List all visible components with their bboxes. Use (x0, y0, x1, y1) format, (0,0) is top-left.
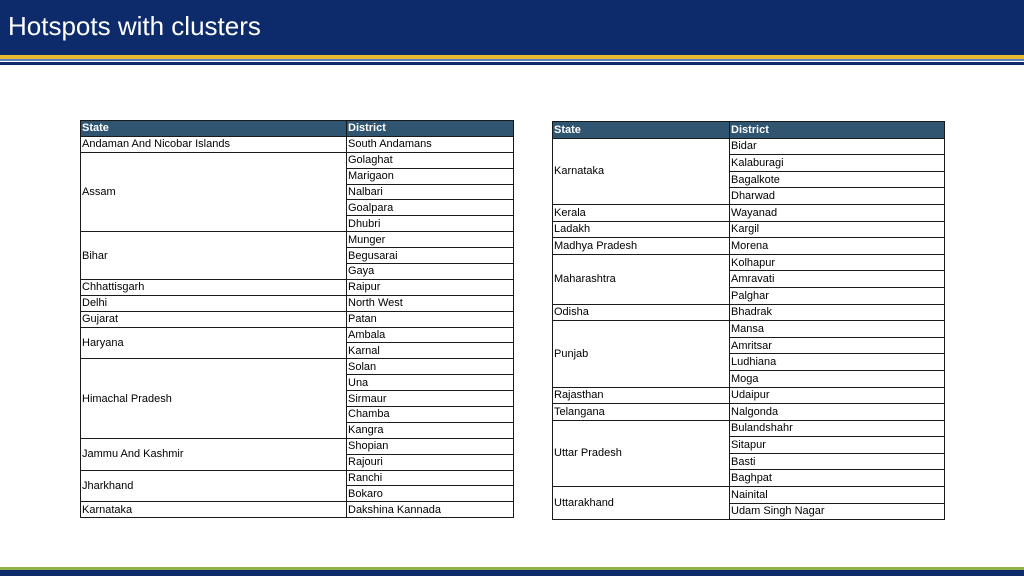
table-row (553, 321, 945, 338)
state-cell: Odisha (553, 304, 730, 321)
table-header-row (553, 122, 945, 139)
state-cell: Ladakh (553, 221, 730, 238)
district-cell: Kolhapur (730, 254, 945, 271)
district-cell: South Andamans (347, 136, 514, 152)
table-row (81, 311, 514, 327)
district-cell: Kargil (730, 221, 945, 238)
footer-stripe-blue (0, 570, 1024, 576)
hotspot-table-left (80, 120, 514, 518)
state-cell: Haryana (81, 327, 347, 359)
district-cell: North West (347, 295, 514, 311)
table-header-row (81, 121, 514, 137)
table-row (81, 295, 514, 311)
table-row (553, 138, 945, 155)
state-cell: Jammu And Kashmir (81, 438, 347, 470)
state-cell: Delhi (81, 295, 347, 311)
state-cell: Uttar Pradesh (553, 420, 730, 486)
header-stripe-navy (0, 62, 1024, 65)
district-cell: Bulandshahr (730, 420, 945, 437)
table-row (81, 136, 514, 152)
table-row (81, 152, 514, 168)
district-cell: Basti (730, 453, 945, 470)
state-cell: Bihar (81, 232, 347, 280)
district-cell: Moga (730, 370, 945, 387)
table-body (553, 138, 945, 520)
state-column-header: State (81, 121, 347, 137)
district-cell: Marigaon (347, 168, 514, 184)
table-body (81, 136, 514, 517)
state-column-header: State (553, 122, 730, 139)
title-bar (0, 0, 1024, 55)
district-cell: Udam Singh Nagar (730, 503, 945, 520)
hotspot-table-right (552, 121, 945, 520)
state-cell: Assam (81, 152, 347, 231)
district-cell: Raipur (347, 279, 514, 295)
district-cell: Chamba (347, 407, 514, 423)
table-row (81, 470, 514, 486)
table-row (553, 238, 945, 255)
district-cell: Amravati (730, 271, 945, 288)
table-row (553, 221, 945, 238)
district-cell: Kalaburagi (730, 155, 945, 172)
state-cell: Madhya Pradesh (553, 238, 730, 255)
district-column-header: District (730, 122, 945, 139)
district-cell: Palghar (730, 287, 945, 304)
district-cell: Bidar (730, 138, 945, 155)
district-cell: Begusarai (347, 248, 514, 264)
district-cell: Ambala (347, 327, 514, 343)
table-row (81, 359, 514, 375)
district-cell: Rajouri (347, 454, 514, 470)
state-cell: Punjab (553, 321, 730, 387)
state-cell: Andaman And Nicobar Islands (81, 136, 347, 152)
district-cell: Nalgonda (730, 404, 945, 421)
table-row (553, 304, 945, 321)
state-cell: Kerala (553, 204, 730, 221)
district-cell: Ranchi (347, 470, 514, 486)
district-cell: Sirmaur (347, 391, 514, 407)
table-row (553, 387, 945, 404)
district-cell: Udaipur (730, 387, 945, 404)
district-cell: Morena (730, 238, 945, 255)
state-cell: Telangana (553, 404, 730, 421)
district-cell: Nalbari (347, 184, 514, 200)
state-cell: Karnataka (553, 138, 730, 204)
district-cell: Karnal (347, 343, 514, 359)
district-cell: Kangra (347, 422, 514, 438)
district-cell: Shopian (347, 438, 514, 454)
table-row (553, 404, 945, 421)
district-cell: Nainital (730, 487, 945, 504)
district-cell: Sitapur (730, 437, 945, 454)
state-cell: Karnataka (81, 502, 347, 518)
table-row (553, 254, 945, 271)
district-cell: Goalpara (347, 200, 514, 216)
table-row (553, 204, 945, 221)
state-cell: Rajasthan (553, 387, 730, 404)
district-cell: Gaya (347, 264, 514, 280)
district-cell: Wayanad (730, 204, 945, 221)
state-cell: Himachal Pradesh (81, 359, 347, 438)
district-cell: Golaghat (347, 152, 514, 168)
district-cell: Ludhiana (730, 354, 945, 371)
table-row (81, 502, 514, 518)
district-cell: Bagalkote (730, 171, 945, 188)
state-cell: Jharkhand (81, 470, 347, 502)
table-row (81, 327, 514, 343)
district-cell: Una (347, 375, 514, 391)
table-row (553, 420, 945, 437)
district-cell: Mansa (730, 321, 945, 338)
district-cell: Munger (347, 232, 514, 248)
district-cell: Bokaro (347, 486, 514, 502)
table-row (81, 438, 514, 454)
table-row (81, 279, 514, 295)
district-column-header: District (347, 121, 514, 137)
table-row (81, 232, 514, 248)
page-title: Hotspots with clusters (8, 11, 261, 41)
state-cell: Gujarat (81, 311, 347, 327)
district-cell: Bhadrak (730, 304, 945, 321)
district-cell: Patan (347, 311, 514, 327)
state-cell: Chhattisgarh (81, 279, 347, 295)
district-cell: Amritsar (730, 337, 945, 354)
district-cell: Baghpat (730, 470, 945, 487)
district-cell: Dhubri (347, 216, 514, 232)
district-cell: Dakshina Kannada (347, 502, 514, 518)
state-cell: Maharashtra (553, 254, 730, 304)
state-cell: Uttarakhand (553, 487, 730, 520)
district-cell: Dharwad (730, 188, 945, 205)
district-cell: Solan (347, 359, 514, 375)
table-row (553, 487, 945, 504)
